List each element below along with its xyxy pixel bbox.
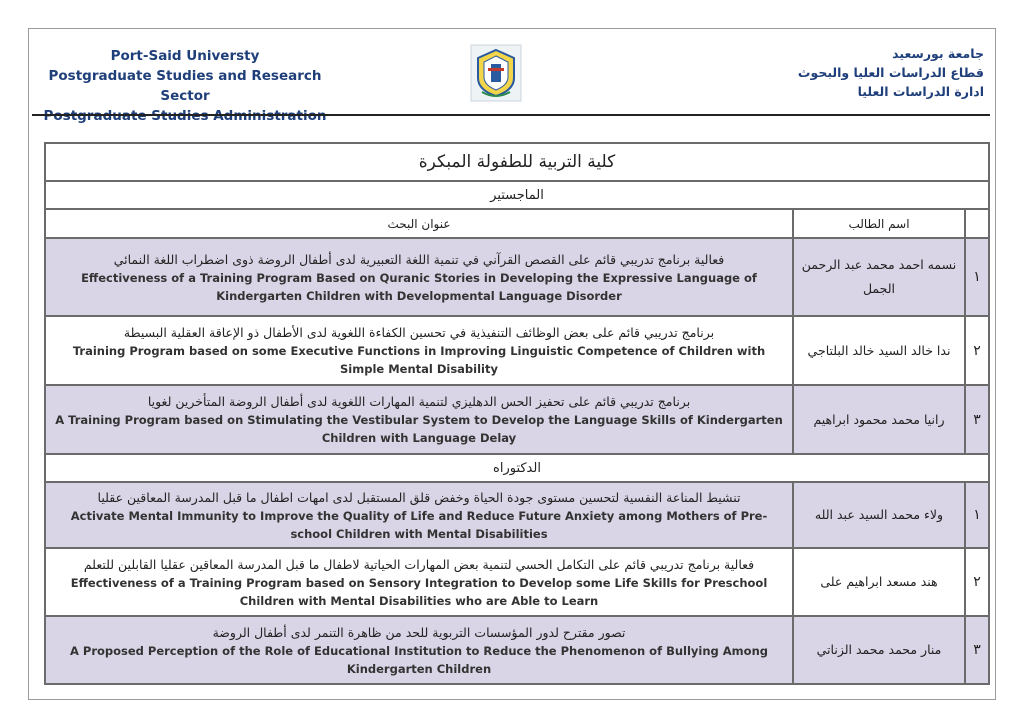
thesis-title-arabic: برنامج تدريبي قائم على تحفيز الحس الدهليزي لتنمية المهارات اللغوية لدى أطفال الروضة المتأخرين لغويا <box>147 394 691 409</box>
row-number: ١ <box>965 238 989 316</box>
column-header-name: اسم الطالب <box>793 209 965 238</box>
thesis-title-english: Effectiveness of a Training Program Based on Quranic Stories in Developing the Expressive Language of Kindergarten Children with Developmental Language Disorder <box>81 270 757 303</box>
administration-line: Postgraduate Studies Administration <box>43 108 327 124</box>
row-number: ٢ <box>965 316 989 385</box>
thesis-title-english: Activate Mental Immunity to Improve the Quality of Life and Reduce Future Anxiety among Mothers of Pre-school Children with Mental Disabilities <box>70 508 768 541</box>
administration-line-ar: ادارة الدراسات العليا <box>857 84 984 99</box>
header-divider <box>32 114 990 116</box>
row-number: ٢ <box>965 548 989 616</box>
masters-section-label: الماجستير <box>45 181 989 209</box>
column-header-number <box>965 209 989 238</box>
sector-line: Postgraduate Studies and Research Sector <box>48 68 322 104</box>
table-row <box>45 238 989 316</box>
student-name: ولاء محمد السيد عبد الله <box>793 482 965 548</box>
thesis-title-english: Training Program based on some Executive Functions in Improving Linguistic Competence of Children with Simple Mental Disability <box>72 344 766 376</box>
table-row <box>45 616 989 684</box>
row-number: ٣ <box>965 616 989 684</box>
row-number: ١ <box>965 482 989 548</box>
thesis-title-arabic: تصور مقترح لدور المؤسسات التربوية للحد من ظاهرة التنمر لدى أطفال الروضة <box>212 624 626 640</box>
row-number: ٣ <box>965 385 989 454</box>
thesis-title-cell <box>45 616 793 684</box>
thesis-title-arabic: فعالية برنامج تدريبي قائم على التكامل الحسي لتنمية بعض المهارات الحياتية لاطفال ما قبل المدرسة المعاقين عقليا القابلين للتعلم <box>83 556 755 572</box>
university-line: Port-Said Universty <box>110 48 260 64</box>
student-name: رانيا محمد محمود ابراهيم <box>793 385 965 454</box>
phd-section-label: الدكتوراه <box>45 454 989 482</box>
faculty-title: كلية التربية للطفولة المبكرة <box>45 143 989 181</box>
table-row <box>45 482 989 548</box>
university-line-ar: جامعة بورسعيد <box>892 46 984 61</box>
student-name: ندا خالد السيد خالد البلتاجي <box>793 316 965 385</box>
table-row <box>45 385 989 454</box>
thesis-title-cell <box>45 548 793 616</box>
column-header-title: عنوان البحث <box>45 209 793 238</box>
thesis-title-cell <box>45 238 793 316</box>
thesis-title-cell <box>45 482 793 548</box>
thesis-title-cell <box>45 385 793 454</box>
thesis-title-english: A Training Program based on Stimulating the Vestibular System to Develop the Language Skills of Kindergarten Children with Language Delay <box>55 413 783 445</box>
table-row <box>45 548 989 616</box>
student-name: نسمه احمد محمد عبد الرحمن الجمل <box>793 238 965 316</box>
sector-line-ar: قطاع الدراسات العليا والبحوث <box>797 65 984 80</box>
letterhead <box>0 0 1024 124</box>
theses-table <box>44 142 990 685</box>
thesis-title-cell <box>45 316 793 385</box>
university-logo-icon <box>470 44 522 102</box>
thesis-title-english: A Proposed Perception of the Role of Educational Institution to Reduce the Phenomenon of Bullying Among Kindergarten Children <box>69 643 768 676</box>
thesis-title-arabic: فعالية برنامج تدريبي قائم على القصص القرآني في تنمية اللغة التعبيرية لدى أطفال الروضة ذوى اضطراب اللغة النمائي <box>113 251 725 267</box>
table-row <box>45 316 989 385</box>
thesis-title-arabic: برنامج تدريبي قائم على بعض الوظائف التنفيذية في تحسين الكفاءة اللغوية لدى الأطفال ذو الإعاقة العقلية البسيطة <box>123 325 715 340</box>
thesis-title-arabic: تنشيط المناعة النفسية لتحسين مستوى جودة الحياة وخفض قلق المستقبل لدى امهات اطفال ما قبل المدرسة المعاقين عقليا <box>97 489 741 505</box>
university-name-arabic <box>784 44 984 101</box>
student-name: منار محمد محمد الزناتي <box>793 616 965 684</box>
thesis-title-english: Effectiveness of a Training Program based on Sensory Integration to Develop some Life Skills for Preschool Children with Mental Disabilities who are Able to Learn <box>70 575 768 608</box>
student-name: هند مسعد ابراهيم على <box>793 548 965 616</box>
